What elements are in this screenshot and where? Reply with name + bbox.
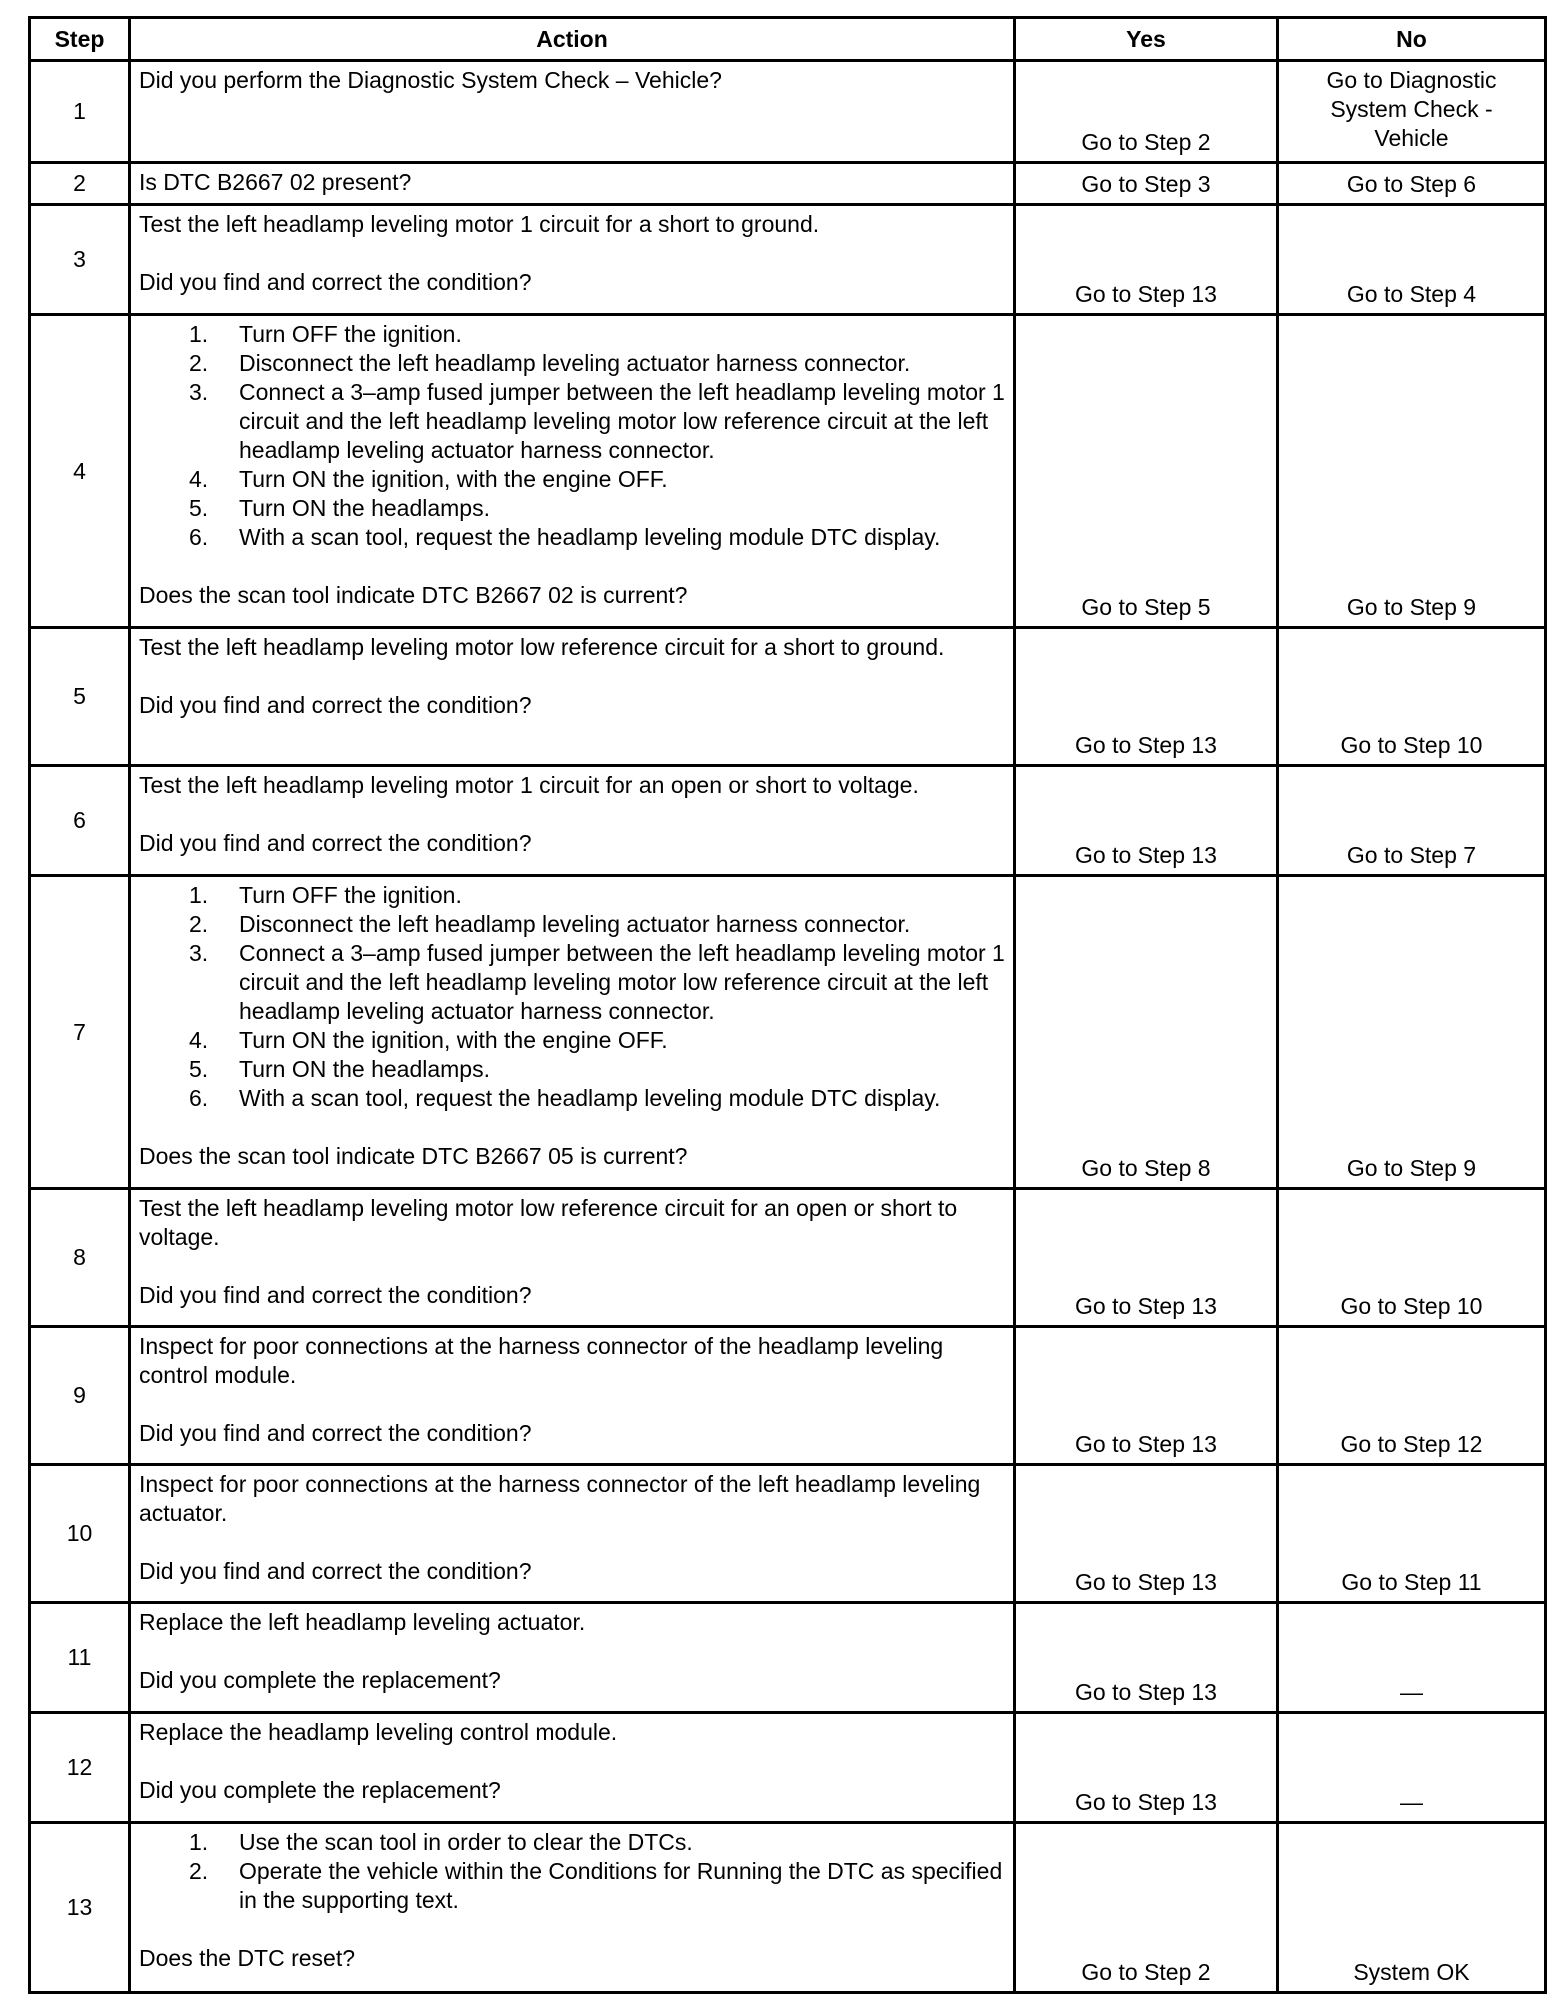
table-row — [30, 876, 1546, 1189]
action-question: Did you complete the replacement? — [139, 1777, 501, 1803]
procedure-item-number: 4. — [189, 466, 209, 492]
procedure-item — [139, 1857, 1007, 1915]
yes-result: Go to Step 13 — [1015, 766, 1278, 876]
procedure-item — [139, 1055, 1007, 1084]
procedure-item-text: With a scan tool, request the headlamp leveling module DTC display. — [239, 524, 941, 550]
procedure-item — [139, 465, 1007, 494]
table-row — [30, 163, 1546, 205]
header-yes: Yes — [1015, 18, 1278, 61]
action-instruction: Test the left headlamp leveling motor 1 circuit for a short to ground. — [139, 211, 820, 237]
procedure-item-text: Turn ON the ignition, with the engine OFF. — [239, 1027, 668, 1053]
yes-result: Go to Step 2 — [1015, 61, 1278, 163]
action-cell — [130, 205, 1015, 315]
action-cell — [130, 766, 1015, 876]
procedure-item — [139, 1026, 1007, 1055]
procedure-item-text: Disconnect the left headlamp leveling actuator harness connector. — [239, 911, 911, 937]
action-question: Did you complete the replacement? — [139, 1667, 501, 1693]
procedure-item-text: Turn OFF the ignition. — [239, 882, 462, 908]
table-row — [30, 628, 1546, 766]
yes-result: Go to Step 13 — [1015, 1465, 1278, 1603]
procedure-item — [139, 881, 1007, 910]
action-question: Does the scan tool indicate DTC B2667 05 is current? — [139, 1143, 688, 1169]
procedure-item-number: 6. — [189, 1085, 209, 1111]
header-action: Action — [130, 18, 1015, 61]
yes-result: Go to Step 13 — [1015, 1189, 1278, 1327]
procedure-item-text: Turn ON the headlamps. — [239, 1056, 490, 1082]
header-row — [30, 18, 1546, 61]
procedure-list — [139, 320, 1007, 552]
procedure-item-number: 5. — [189, 495, 209, 521]
step-number: 10 — [30, 1465, 130, 1603]
action-cell — [130, 315, 1015, 628]
yes-result: Go to Step 8 — [1015, 876, 1278, 1189]
procedure-item-number: 5. — [189, 1056, 209, 1082]
procedure-item-number: 1. — [189, 321, 209, 347]
table-row — [30, 61, 1546, 163]
no-result: System OK — [1278, 1823, 1546, 1993]
procedure-item-text: With a scan tool, request the headlamp leveling module DTC display. — [239, 1085, 941, 1111]
table-row — [30, 766, 1546, 876]
action-cell — [130, 1713, 1015, 1823]
action-instruction: Test the left headlamp leveling motor low reference circuit for a short to ground. — [139, 634, 945, 660]
table-row — [30, 1713, 1546, 1823]
procedure-item — [139, 494, 1007, 523]
diagnostic-table — [28, 16, 1547, 1994]
action-cell — [130, 876, 1015, 1189]
yes-result: Go to Step 5 — [1015, 315, 1278, 628]
no-result: Go to Step 4 — [1278, 205, 1546, 315]
procedure-item-number: 3. — [189, 379, 209, 405]
procedure-item-number: 2. — [189, 1858, 209, 1884]
no-result: Go to Step 11 — [1278, 1465, 1546, 1603]
yes-result: Go to Step 13 — [1015, 1603, 1278, 1713]
no-result: Go to Step 12 — [1278, 1327, 1546, 1465]
no-result: Go to Step 6 — [1278, 163, 1546, 205]
step-number: 12 — [30, 1713, 130, 1823]
table-row — [30, 315, 1546, 628]
procedure-item-number: 1. — [189, 1829, 209, 1855]
no-result: Go to Step 10 — [1278, 628, 1546, 766]
action-instruction: Test the left headlamp leveling motor low reference circuit for an open or short to voltage. — [139, 1195, 958, 1250]
step-number: 11 — [30, 1603, 130, 1713]
table-row — [30, 1823, 1546, 1993]
action-question: Does the scan tool indicate DTC B2667 02 is current? — [139, 582, 688, 608]
step-number: 2 — [30, 163, 130, 205]
action-cell — [130, 1189, 1015, 1327]
action-instruction: Replace the left headlamp leveling actuator. — [139, 1609, 586, 1635]
procedure-item-number: 2. — [189, 911, 209, 937]
step-number: 6 — [30, 766, 130, 876]
action-cell — [130, 61, 1015, 163]
step-number: 5 — [30, 628, 130, 766]
header-step: Step — [30, 18, 130, 61]
no-result: — — [1278, 1603, 1546, 1713]
action-question: Is DTC B2667 02 present? — [139, 169, 412, 195]
yes-result: Go to Step 3 — [1015, 163, 1278, 205]
procedure-item-text: Turn OFF the ignition. — [239, 321, 462, 347]
action-cell — [130, 1465, 1015, 1603]
action-cell — [130, 628, 1015, 766]
action-question: Did you find and correct the condition? — [139, 1420, 532, 1446]
yes-result: Go to Step 2 — [1015, 1823, 1278, 1993]
no-result: Go to Step 9 — [1278, 315, 1546, 628]
procedure-item — [139, 1828, 1007, 1857]
step-number: 1 — [30, 61, 130, 163]
action-question: Did you find and correct the condition? — [139, 269, 532, 295]
yes-result: Go to Step 13 — [1015, 1327, 1278, 1465]
table-row — [30, 205, 1546, 315]
procedure-item — [139, 320, 1007, 349]
step-number: 4 — [30, 315, 130, 628]
yes-result: Go to Step 13 — [1015, 628, 1278, 766]
procedure-item-text: Use the scan tool in order to clear the DTCs. — [239, 1829, 693, 1855]
step-number: 3 — [30, 205, 130, 315]
action-instruction: Inspect for poor connections at the harness connector of the headlamp leveling control module. — [139, 1333, 944, 1388]
step-number: 9 — [30, 1327, 130, 1465]
no-result: Go to Step 7 — [1278, 766, 1546, 876]
action-cell — [130, 163, 1015, 205]
procedure-item — [139, 910, 1007, 939]
no-result: Go to Diagnostic System Check - Vehicle — [1278, 61, 1546, 163]
action-question: Does the DTC reset? — [139, 1945, 356, 1971]
no-result: Go to Step 9 — [1278, 876, 1546, 1189]
procedure-item-text: Connect a 3–amp fused jumper between the left headlamp leveling motor 1 circuit and the left headlamp leveling motor low reference circuit at the left headlamp leveling actuator harness connector. — [239, 940, 1005, 1024]
action-question: Did you find and correct the condition? — [139, 1558, 532, 1584]
procedure-item — [139, 523, 1007, 552]
procedure-item-text: Disconnect the left headlamp leveling actuator harness connector. — [239, 350, 911, 376]
procedure-item-number: 2. — [189, 350, 209, 376]
yes-result: Go to Step 13 — [1015, 1713, 1278, 1823]
procedure-item-number: 4. — [189, 1027, 209, 1053]
table-row — [30, 1327, 1546, 1465]
step-number: 13 — [30, 1823, 130, 1993]
procedure-list — [139, 1828, 1007, 1915]
procedure-item-text: Operate the vehicle within the Conditions for Running the DTC as specified in the supporting text. — [239, 1858, 1003, 1913]
table-body — [30, 61, 1546, 1993]
step-number: 7 — [30, 876, 130, 1189]
action-cell — [130, 1327, 1015, 1465]
table-row — [30, 1603, 1546, 1713]
action-question: Did you find and correct the condition? — [139, 1282, 532, 1308]
procedure-item-number: 3. — [189, 940, 209, 966]
action-cell — [130, 1603, 1015, 1713]
yes-result: Go to Step 13 — [1015, 205, 1278, 315]
action-question: Did you perform the Diagnostic System Check – Vehicle? — [139, 67, 722, 93]
no-result: — — [1278, 1713, 1546, 1823]
no-result: Go to Step 10 — [1278, 1189, 1546, 1327]
procedure-item — [139, 939, 1007, 1026]
procedure-item — [139, 378, 1007, 465]
procedure-item-text: Turn ON the headlamps. — [239, 495, 490, 521]
action-question: Did you find and correct the condition? — [139, 692, 532, 718]
action-question: Did you find and correct the condition? — [139, 830, 532, 856]
action-cell — [130, 1823, 1015, 1993]
procedure-item-text: Connect a 3–amp fused jumper between the left headlamp leveling motor 1 circuit and the left headlamp leveling motor low reference circuit at the left headlamp leveling actuator harness connector. — [239, 379, 1005, 463]
step-number: 8 — [30, 1189, 130, 1327]
action-instruction: Inspect for poor connections at the harness connector of the left headlamp leveling actuator. — [139, 1471, 981, 1526]
header-no: No — [1278, 18, 1546, 61]
procedure-item — [139, 349, 1007, 378]
table-row — [30, 1189, 1546, 1327]
action-instruction: Test the left headlamp leveling motor 1 circuit for an open or short to voltage. — [139, 772, 919, 798]
action-instruction: Replace the headlamp leveling control module. — [139, 1719, 618, 1745]
procedure-item-number: 1. — [189, 882, 209, 908]
table-row — [30, 1465, 1546, 1603]
procedure-item-number: 6. — [189, 524, 209, 550]
procedure-item — [139, 1084, 1007, 1113]
procedure-list — [139, 881, 1007, 1113]
procedure-item-text: Turn ON the ignition, with the engine OFF. — [239, 466, 668, 492]
